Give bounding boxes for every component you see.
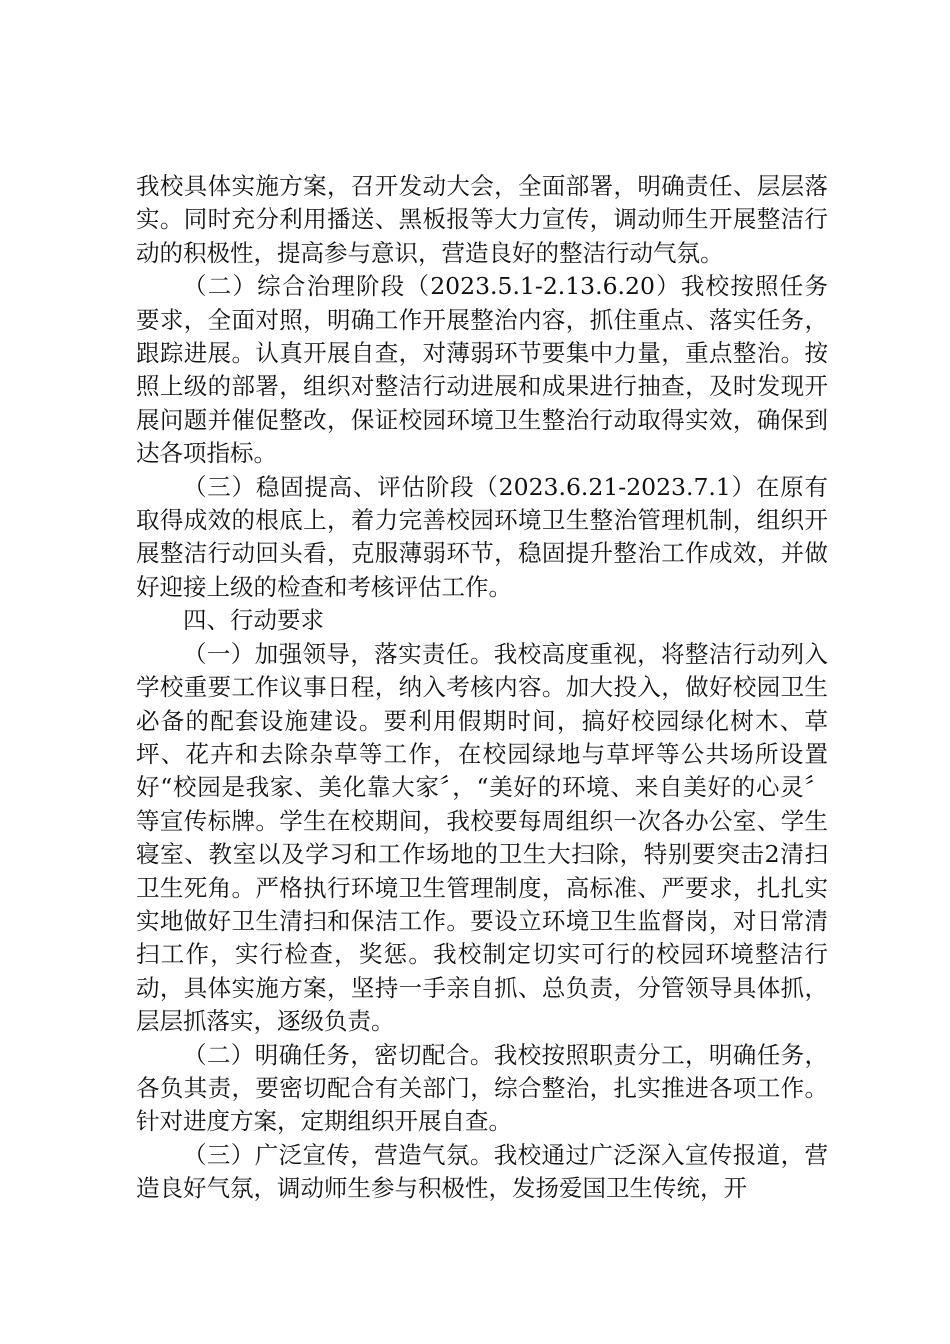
- paragraph-stage-three: （三）稳固提高、评估阶段（2023.6.21-2023.7.1）在原有取得成效的根底上，着力完善校园环境卫生整治管理机制，组织开展整洁行动回头看，克服薄弱环节，稳固提升整治工作成效，并做好迎接上级的检查和考核评估工作。: [136, 472, 828, 601]
- paragraph-continued-intro: 我校具体实施方案，召开发动大会，全面部署，明确责任、层层落实。同时充分利用播送、黑板报等大力宣传，调动师生开展整洁行动的积极性，提高参与意识，营造良好的整洁行动气氛。: [136, 172, 828, 267]
- paragraph-requirement-one: （一）加强领导，落实责任。我校高度重视，将整洁行动列入学校重要工作议事日程，纳入考核内容。加大投入，做好校园卫生必备的配套设施建设。要利用假期时间，搞好校园绿化树木、草坪、花卉和去除杂草等工作，在校园绿地与草坪等公共场所设置好“校园是我家、美化靠大家〞，“美好的环境、来自美好的心灵〞等宣传标牌。学生在校期间，我校要每周组织一次各办公室、学生寝室、教室以及学习和工作场地的卫生大扫除，特别要突击2清扫卫生死角。严格执行环境卫生管理制度，高标准、严要求，扎扎实实地做好卫生清扫和保洁工作。要设立环境卫生监督岗，对日常清扫工作，实行检查，奖惩。我校制定切实可行的校园环境整洁行动，具体实施方案，坚持一手亲自抓、总负责，分管领导具体抓，层层抓落实，逐级负责。: [136, 639, 828, 1036]
- document-body: [136, 170, 828, 1206]
- section-heading-requirements: 四、行动要求: [183, 606, 324, 635]
- paragraph-stage-two: （二）综合治理阶段（2023.5.1-2.13.6.20）我校按照任务要求，全面对照，明确工作开展整治内容，抓住重点、落实任务，跟踪进展。认真开展自查，对薄弱环节要集中力量，重点整治。按照上级的部署，组织对整洁行动进展和成果进行抽查，及时发现开展问题并催促整改，保证校园环境卫生整治行动取得实效，确保到达各项指标。: [136, 272, 828, 468]
- paragraph-requirement-three: （三）广泛宣传，营造气氛。我校通过广泛深入宣传报道，营造良好气氛，调动师生参与积极性，发扬爱国卫生传统，开: [136, 1140, 828, 1203]
- paragraph-requirement-two: （二）明确任务，密切配合。我校按照职责分工，明确任务，各负其责，要密切配合有关部门，综合整治，扎实推进各项工作。针对进度方案，定期组织开展自查。: [136, 1040, 828, 1136]
